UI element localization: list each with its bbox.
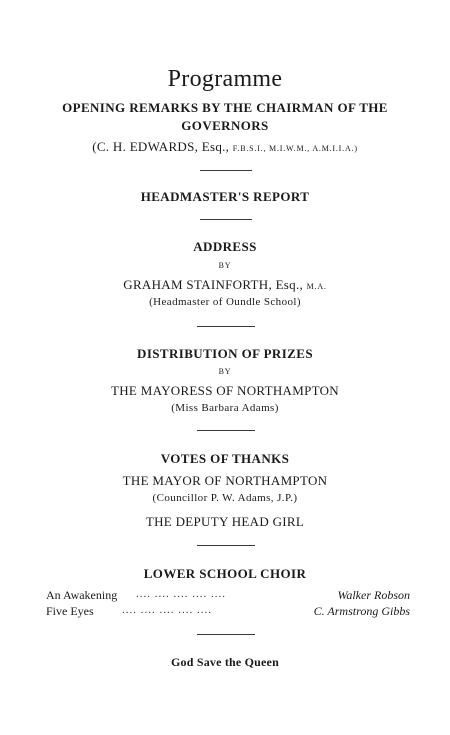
opening-remarks-heading-line1: OPENING REMARKS BY THE CHAIRMAN OF THE — [62, 100, 388, 115]
divider — [197, 326, 255, 327]
choir-item-leader-dots: .... .... .... .... .... — [122, 604, 212, 616]
choir-item — [46, 588, 410, 604]
address-heading: ADDRESS — [193, 239, 257, 254]
address-speaker-name: GRAHAM STAINFORTH, Esq., — [123, 277, 304, 292]
choir-item-leader-dots: .... .... .... .... .... — [136, 588, 226, 600]
choir-heading: LOWER SCHOOL CHOIR — [143, 566, 307, 581]
thanks-speaker-1: THE MAYOR OF NORTHAMPTON — [122, 473, 328, 488]
address-by: BY — [218, 261, 232, 270]
address-speaker-role: (Headmaster of Oundle School) — [149, 296, 301, 308]
divider — [200, 219, 252, 220]
opening-remarks-heading-line2: GOVERNORS — [181, 118, 269, 133]
thanks-speaker-1-note-quals: J.P.) — [277, 492, 298, 504]
divider — [197, 545, 255, 546]
chairman-qualifications: F.B.S.I., M.I.W.M., A.M.I.I.A.) — [232, 144, 358, 153]
chairman-name-text: (C. H. EDWARDS, Esq., — [92, 139, 230, 154]
choir-item-composer: Walker Robson — [337, 588, 410, 602]
prizes-presenter-note: (Miss Barbara Adams) — [171, 402, 279, 414]
thanks-speaker-2: THE DEPUTY HEAD GIRL — [145, 514, 305, 529]
prizes-by: BY — [218, 367, 232, 376]
choir-item — [46, 604, 410, 620]
prizes-heading: DISTRIBUTION OF PRIZES — [137, 346, 313, 361]
divider — [197, 430, 255, 431]
page-title: Programme — [167, 66, 283, 92]
address-speaker — [0, 277, 450, 293]
prizes-presenter: THE MAYORESS OF NORTHAMPTON — [111, 383, 339, 398]
address-speaker-qualifications: M.A. — [306, 282, 327, 291]
thanks-speaker-1-note — [0, 492, 450, 504]
thanks-heading: VOTES OF THANKS — [160, 451, 290, 466]
choir-item-composer: C. Armstrong Gibbs — [313, 604, 410, 618]
divider — [200, 170, 252, 171]
choir-item-piece: Five Eyes — [46, 604, 94, 618]
thanks-speaker-1-note-text: (Councillor P. W. Adams, — [152, 492, 274, 504]
choir-item-piece: An Awakening — [46, 588, 118, 602]
headmaster-report-heading: HEADMASTER'S REPORT — [140, 189, 310, 204]
closing-anthem: God Save the Queen — [171, 655, 279, 669]
divider — [197, 634, 255, 635]
chairman-name — [0, 139, 450, 155]
